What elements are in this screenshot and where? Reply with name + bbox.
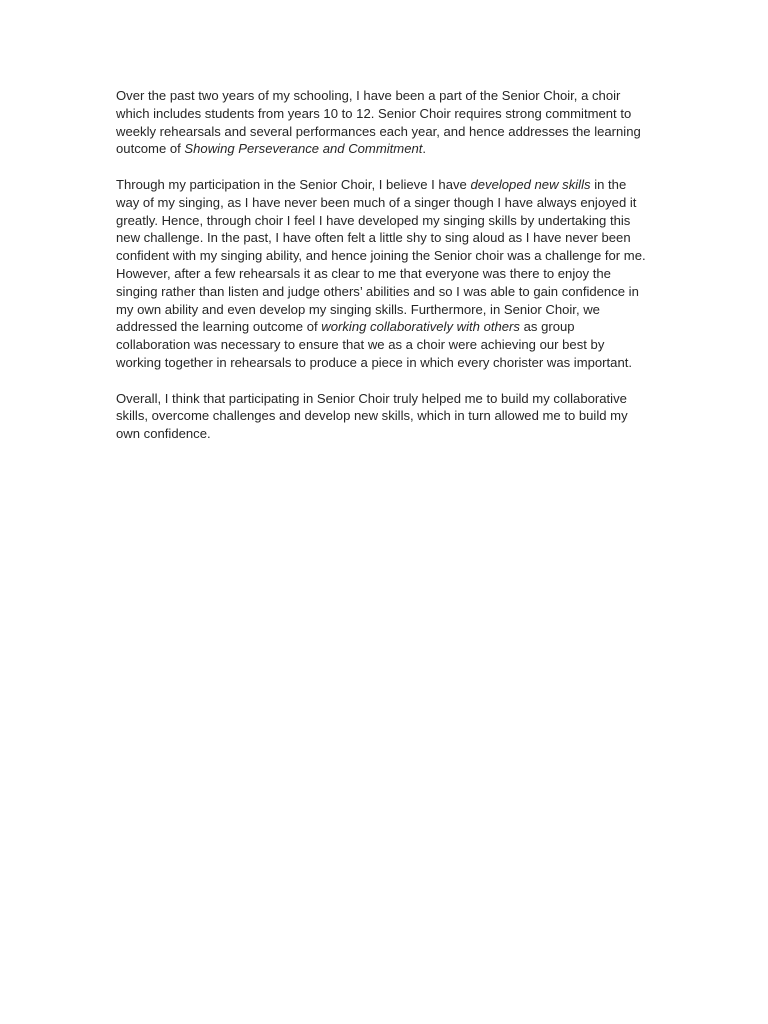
paragraph-3-text-1: Overall, I think that participating in Senior Choir truly helped me to build my collaborative skills, overcome challenges and develop new skills, which in turn allowed me to build my own confidence. (116, 390, 628, 442)
paragraph-2-emphasis-developed-new-skills: developed new skills (470, 176, 591, 192)
paragraph-2-text-1: Through my participation in the Senior Choir, I believe I have (116, 176, 471, 192)
paragraph-1-emphasis-showing-perseverance: Showing Perseverance and Commitment (184, 141, 423, 157)
paragraph-1-text-1: Over the past two years of my schooling, I have been a part of the Senior Choir, a choir which includes students from years 10 to 12. Senior Choir requires strong commitment to weekly rehearsals and several performances each year, and hence addresses the learning outcome of (116, 88, 641, 157)
document-body (116, 87, 651, 461)
paragraph-2-text-2: in the way of my singing, as I have never been much of a singer though I have always enjoyed it greatly. Hence, through choir I feel I have developed my singing skills by undertaking this new challenge. In the past, I have often felt a little shy to sing aloud as I have never been confident with my singing ability, and hence joining the Senior choir was a challenge for me. However, after a few rehearsals it as clear to me that everyone was there to enjoy the singing rather than listen and judge others’ abilities and so I was able to gain confidence in my own ability and even develop my singing skills. Furthermore, in Senior Choir, we addressed the learning outcome of (116, 176, 646, 335)
paragraph-2-text-3: as group collaboration was necessary to ensure that we as a choir were achieving our best by working together in rehearsals to produce a piece in which every chorister was important. (116, 319, 633, 370)
paragraph-1 (116, 87, 651, 158)
paragraph-2 (116, 176, 651, 372)
paragraph-2-emphasis-working-collaboratively: working collaboratively with others (321, 319, 520, 335)
paragraph-3 (116, 390, 651, 443)
paragraph-1-text-2: . (422, 141, 427, 157)
